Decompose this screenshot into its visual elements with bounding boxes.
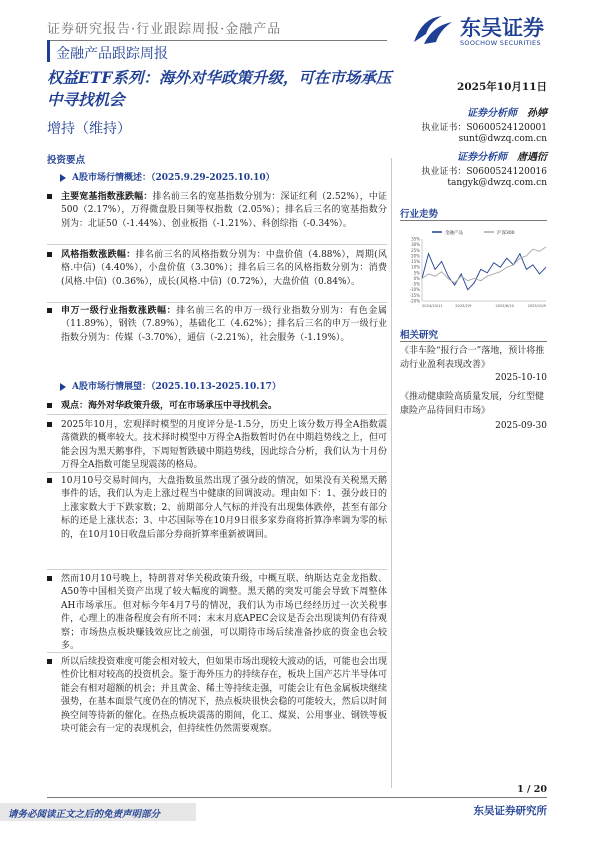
page-number: 1 / 20 — [517, 784, 547, 795]
item-lead: 主要宽基指数涨跌幅： — [61, 192, 153, 202]
x-tick-label: 2025/6/10 — [495, 304, 514, 308]
paragraph-text: 然而10月10号晚上，特朗普对华关税政策升级，中概互联、纳斯达克金龙指数、A50等中国相关资产出现了较大幅度的调整。黑天鹅的突发可能会导致下周整体AH市场承压。但对标今年4月7号的情况，我们认为市场已经经历过一次关税事件，心理上的准备程度会有所不同；末末月底APEC会议是否会出现谈判仍有待观察；市场热点板块赚钱效应比之前强，可以期待市场后续准备抄底的资金也会较多。 — [61, 574, 387, 652]
section-heading-outlook: A股市场行情展望：（2025.10.13-2025.10.17） — [60, 379, 281, 392]
related-report-date: 2025-10-10 — [495, 373, 547, 383]
y-tick-label: 15% — [411, 259, 420, 265]
logo-text: 东吴证券 — [460, 16, 544, 40]
x-tick-label: 2025/10/9 — [527, 304, 546, 308]
list-item — [47, 573, 387, 653]
y-tick-label: 30% — [411, 242, 420, 248]
column-divider — [391, 158, 392, 788]
header-divider — [47, 40, 387, 41]
analyst-cert: 执业证书：S0600524120001 — [421, 123, 547, 133]
item-text: 排名前三名的宽基指数分别为：深证红利（2.52%），中证500（2.17%），万得微盘股日频等权指数（2.05%）；排名后三名的宽基指数分别为：北证50（-1.44%）、创业板指（-1.21%）、科创综指（-0.34%）。 — [61, 192, 387, 229]
viewpoint-text: 观点：海外对华政策升级，可在市场承压中寻找机会。 — [61, 401, 278, 411]
company-logo — [400, 10, 560, 50]
list-item — [47, 249, 387, 289]
analyst-name: 唐遇衍 — [517, 152, 547, 163]
y-tick-label: 10% — [411, 264, 420, 270]
x-tick-label: 2024/10/11 — [422, 304, 443, 308]
legend-label: 金融产品 — [445, 231, 463, 236]
report-type: 金融产品跟踪周报 — [56, 46, 168, 62]
analyst-email[interactable]: tangyk@dwzq.com.cn — [447, 178, 547, 188]
square-bullet-icon — [47, 252, 52, 257]
square-bullet-icon — [47, 308, 52, 313]
disclaimer-note: 请务必阅读正文之后的免责声明部分 — [8, 809, 161, 820]
divider — [47, 569, 387, 570]
list-item — [47, 419, 387, 473]
y-tick-label: 35% — [411, 236, 420, 242]
divider — [47, 414, 387, 415]
paragraph-text: 所以后续投资难度可能会相对较大，但如果市场出现较大波动的话，可能也会出现性价比相对较高的投资机会。鉴于海外压力的持续存在，板块上国产芯片半导体可能会有相对超额的机会；并且黄金、稀土等持续走强，可能会让有色金属板块继续强势，在基本面景气度仍在的情况下，热点板块很快会稳的可能较大，然后以时间换空间等待新的催化。在热点板块震荡的期间，化工、煤炭、公用事业、钢铁等板块可能会有一定的表现机会，但持续性仍然需要观察。 — [61, 657, 387, 735]
rating: 增持（维持） — [47, 121, 131, 137]
item-lead: 风格指数涨跌幅： — [61, 250, 136, 260]
paragraph-text: 2025年10月，宏观择时模型的月度评分是-1.5分，历史上该分数万得全A指数震荡微跌的概率较大。技术择时模型中万得全A指数暂时仍在中期趋势线之上，但可能会因为黑天鹅事件，下周短暂跌破中期趋势线，因此综合分析，我们认为十月份万得全A指数可能呈现震荡的格局。 — [61, 420, 387, 471]
industry-trend-chart — [400, 227, 550, 315]
legend-label: 沪深300 — [497, 231, 515, 236]
x-tick-label: 2025/2/9 — [455, 304, 472, 308]
industry-trend-heading: 行业走势 — [400, 209, 439, 220]
divider — [47, 244, 387, 245]
analyst-1 — [390, 104, 547, 119]
divider — [47, 472, 387, 473]
square-bullet-icon — [47, 194, 52, 199]
square-bullet-icon — [47, 659, 52, 664]
report-title: 权益ETF系列：海外对华政策升级，可在市场承压中寻找机会 — [47, 68, 392, 109]
square-bullet-icon — [47, 422, 52, 427]
divider — [47, 302, 387, 303]
list-item — [47, 191, 387, 231]
analyst-cert: 执业证书：S0600524120016 — [421, 167, 547, 177]
institution-name: 东吴证券研究所 — [473, 805, 547, 817]
report-date: 2025年10月11日 — [457, 81, 547, 93]
y-tick-label: -10% — [409, 287, 420, 293]
triangle-bullet-icon — [60, 174, 66, 182]
related-report-title[interactable]: 《非车险“报行合一”落地，预计将推动行业盈利表现改善》 — [400, 346, 545, 370]
item-lead: 申万一级行业指数涨跌幅： — [61, 306, 177, 316]
y-tick-label: -20% — [409, 298, 420, 304]
sidebar-divider — [400, 220, 547, 221]
y-tick-label: -5% — [412, 281, 420, 287]
square-bullet-icon — [47, 403, 52, 408]
y-tick-label: -15% — [409, 292, 420, 298]
series-line — [422, 254, 546, 290]
logo-text-en: SOOCHOW SECURITIES — [460, 39, 541, 47]
y-tick-label: 20% — [411, 253, 420, 259]
list-item — [47, 305, 387, 345]
divider — [47, 652, 387, 653]
section-heading-overview: A股市场行情概述：（2025.9.29-2025.10.10） — [60, 170, 275, 183]
sidebar-divider — [400, 341, 547, 342]
footer-divider — [47, 797, 547, 798]
analyst-name: 孙婷 — [527, 108, 547, 119]
viewpoint — [47, 400, 387, 413]
analyst-role: 证券分析师 — [467, 108, 517, 119]
analyst-role: 证券分析师 — [457, 152, 507, 163]
triangle-bullet-icon — [60, 383, 66, 391]
list-item — [47, 475, 387, 542]
related-research-heading: 相关研究 — [400, 330, 439, 341]
logo-mark-icon — [410, 12, 456, 48]
square-bullet-icon — [47, 576, 52, 581]
related-report-date: 2025-09-30 — [495, 421, 547, 431]
header-accent-bar — [47, 40, 50, 62]
report-category: 证券研究报告·行业跟踪周报·金融产品 — [47, 22, 282, 37]
paragraph-text: 10月10号交易时间内，大盘指数虽然出现了强分歧的情况，如果没有关税黑天鹅事件的话，我们认为走上涨过程当中健康的回调波动。理由如下：1、强分歧日的上涨家数大于下跌家数；2、前期部分人气标的并没有出现集体跌停，甚至有部分标的还是上涨状态；3、中芯国际等在10月9日很多家券商将折算净率调为零的标的，在10月10日收盘后部分券商折算率重新被调回。 — [61, 476, 387, 540]
square-bullet-icon — [47, 478, 52, 483]
analyst-2 — [390, 148, 547, 163]
y-tick-label: 0% — [413, 275, 420, 281]
investment-points-heading: 投资要点 — [47, 155, 86, 166]
y-tick-label: 25% — [411, 247, 420, 253]
series-line — [422, 247, 546, 283]
item-text: 排名前三名的风格指数分别为：中盘价值（4.88%），周期(风格.中信)（4.40%），小盘价值（3.30%）；排名后三名的风格指数分别为：消费(风格.中信)（0.36%），成长(风格.中信)（0.72%），大盘价值（0.84%）。 — [61, 250, 387, 287]
analyst-email[interactable]: sunt@dwzq.com.cn — [458, 134, 547, 144]
y-tick-label: 5% — [413, 270, 420, 276]
related-report-title[interactable]: 《推动健康险高质量发展，分红型健康险产品待回归市场》 — [400, 392, 545, 416]
item-text: 排名前三名的申万一级行业指数分别为：有色金属（11.89%），钢铁（7.89%），基础化工（4.62%）；排名后三名的申万一级行业指数分别为：传媒（-3.70%），通信（-2.21%），社会服务（-1.19%）。 — [61, 306, 387, 343]
list-item — [47, 656, 387, 736]
